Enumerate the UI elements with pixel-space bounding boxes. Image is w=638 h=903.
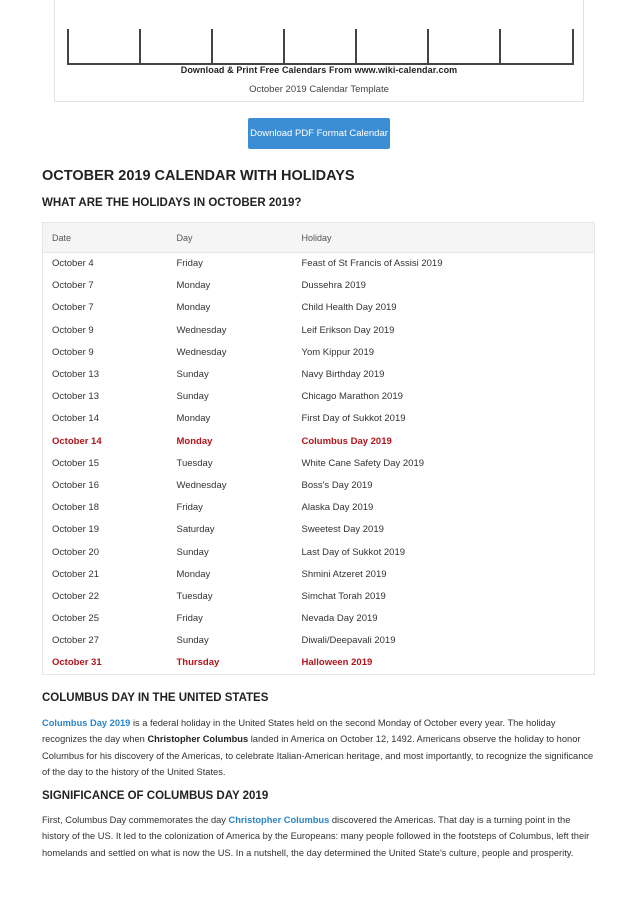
cell-date: October 9 [52, 324, 94, 336]
cell-day: Monday [176, 413, 211, 425]
table-row [43, 430, 595, 452]
table-row [43, 585, 595, 607]
columbus-heading: COLUMBUS DAY IN THE UNITED STATES [42, 692, 269, 704]
cell-day: Monday [176, 302, 211, 314]
cell-date: October 13 [52, 391, 99, 403]
cell-day: Friday [176, 258, 203, 270]
cell-day: Friday [176, 502, 203, 514]
table-row [43, 363, 595, 385]
page-title: OCTOBER 2019 CALENDAR WITH HOLIDAYS [42, 168, 355, 184]
columbus-text-2: landed in America on October 12, 1492. Americans observe the holiday to honor Columbus for his discovery of the Americas, to celebrate Italian-American heritage, and most importantly, to recognize the significance of the day to the history of the United States. [42, 734, 594, 777]
significance-heading: SIGNIFICANCE OF COLUMBUS DAY 2019 [42, 790, 269, 802]
cell-date: October 21 [52, 568, 99, 580]
cell-day: Monday [176, 568, 211, 580]
cell-day: Sunday [176, 369, 209, 381]
cell-date: October 18 [52, 502, 99, 514]
cell-date: October 14 [52, 413, 99, 425]
cell-holiday: Simchat Torah 2019 [301, 590, 386, 602]
holidays-heading: WHAT ARE THE HOLIDAYS IN OCTOBER 2019? [42, 197, 302, 209]
cell-holiday: Child Health Day 2019 [301, 302, 397, 314]
cell-day: Tuesday [176, 457, 213, 469]
cell-holiday: Halloween 2019 [301, 657, 373, 669]
holidays-table [42, 222, 595, 675]
table-row [43, 386, 595, 408]
columbus-day-link[interactable]: Columbus Day 2019 [42, 718, 131, 728]
cell-date: October 13 [52, 369, 99, 381]
cell-holiday: Dussehra 2019 [301, 280, 366, 292]
cell-holiday: Last Day of Sukkot 2019 [301, 546, 406, 558]
cell-holiday: Diwali/Deepavali 2019 [301, 635, 396, 647]
column-header-day: Day [168, 223, 293, 253]
cell-date: October 20 [52, 546, 99, 558]
cell-date: October 27 [52, 635, 99, 647]
cell-day: Wednesday [176, 479, 227, 491]
cell-day: Sunday [176, 391, 209, 403]
cell-date: October 7 [52, 302, 94, 314]
christopher-columbus-link[interactable]: Christopher Columbus [228, 815, 330, 825]
cell-holiday: Boss's Day 2019 [301, 479, 373, 491]
cell-day: Monday [176, 280, 211, 292]
table-row [43, 275, 595, 297]
cell-day: Wednesday [176, 346, 227, 358]
cell-holiday: Alaska Day 2019 [301, 502, 374, 514]
cell-holiday: White Cane Safety Day 2019 [301, 457, 425, 469]
significance-text-1: First, Columbus Day commemorates the day [42, 815, 229, 825]
table-row [43, 563, 595, 585]
cell-date: October 31 [52, 657, 102, 669]
cell-date: October 16 [52, 479, 99, 491]
column-header-date: Date [43, 223, 168, 253]
calendar-column-divider [139, 29, 141, 63]
cell-date: October 14 [52, 435, 102, 447]
calendar-footer-text: Download & Print Free Calendars From www.wiki-calendar.com [180, 65, 458, 75]
table-header-row [43, 223, 595, 253]
table-row [43, 297, 595, 319]
cell-date: October 22 [52, 590, 99, 602]
calendar-column-divider [211, 29, 213, 63]
calendar-template-figure [54, 0, 584, 102]
table-row [43, 630, 595, 652]
table-row [43, 608, 595, 630]
calendar-column-divider [283, 29, 285, 63]
cell-day: Friday [176, 613, 203, 625]
cell-day: Monday [176, 435, 213, 447]
cell-holiday: Shmini Atzeret 2019 [301, 568, 387, 580]
cell-holiday: Navy Birthday 2019 [301, 369, 385, 381]
table-row [43, 319, 595, 341]
cell-holiday: Leif Erikson Day 2019 [301, 324, 395, 336]
download-pdf-button[interactable]: Download PDF Format Calendar [248, 118, 390, 149]
cell-holiday: Chicago Marathon 2019 [301, 391, 403, 403]
calendar-column-divider [355, 29, 357, 63]
calendar-grid-bottom [67, 29, 574, 65]
cell-holiday: Sweetest Day 2019 [301, 524, 384, 536]
cell-date: October 7 [52, 280, 94, 292]
cell-holiday: Feast of St Francis of Assisi 2019 [301, 258, 443, 270]
cell-date: October 9 [52, 346, 94, 358]
cell-date: October 19 [52, 524, 99, 536]
table-row [43, 541, 595, 563]
significance-paragraph [42, 812, 598, 861]
cell-day: Saturday [176, 524, 215, 536]
cell-holiday: First Day of Sukkot 2019 [301, 413, 406, 425]
columbus-paragraph [42, 715, 598, 780]
calendar-column-divider [427, 29, 429, 63]
calendar-column-divider [499, 29, 501, 63]
calendar-caption: October 2019 Calendar Template [249, 84, 389, 95]
table-row [43, 652, 595, 674]
table-row [43, 341, 595, 363]
holidays-table-body [43, 253, 595, 675]
cell-day: Wednesday [176, 324, 227, 336]
cell-day: Sunday [176, 546, 209, 558]
table-row [43, 408, 595, 430]
columbus-text-1: is a federal holiday in the United States held on the second Monday of October every year. The holiday recognizes the day when [42, 718, 556, 745]
cell-date: October 15 [52, 457, 99, 469]
table-row [43, 497, 595, 519]
column-header-holiday: Holiday [293, 223, 595, 253]
cell-day: Sunday [176, 635, 209, 647]
table-row [43, 452, 595, 474]
cell-holiday: Nevada Day 2019 [301, 613, 378, 625]
significance-text-2: discovered the Americas. That day is a turning point in the history of the US. It led to the colonization of America by the Europeans: many people followed in the footsteps of Columbus, left their homelands and settled on what is now the US. In a nutshell, the day determined the United State's culture, people and prosperity. [42, 815, 590, 858]
cell-date: October 4 [52, 258, 94, 270]
table-row [43, 474, 595, 496]
table-row [43, 253, 595, 275]
cell-date: October 25 [52, 613, 99, 625]
table-row [43, 519, 595, 541]
cell-holiday: Yom Kippur 2019 [301, 346, 375, 358]
christopher-columbus-bold: Christopher Columbus [147, 734, 249, 745]
cell-holiday: Columbus Day 2019 [301, 435, 392, 447]
cell-day: Thursday [176, 657, 220, 669]
cell-day: Tuesday [176, 590, 213, 602]
